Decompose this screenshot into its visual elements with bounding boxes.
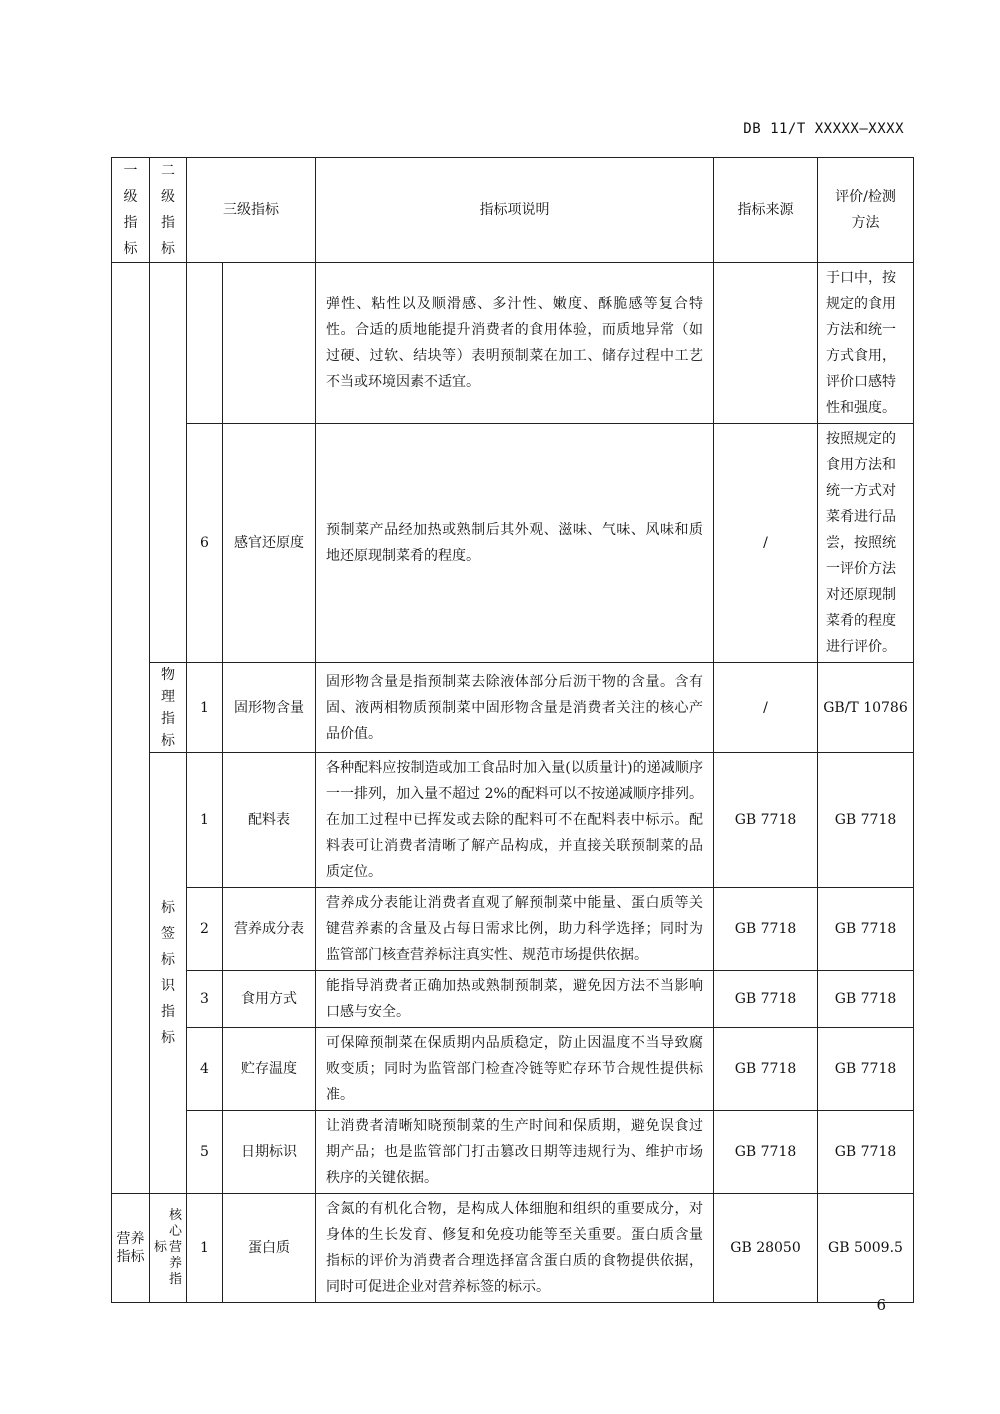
- row-method: 按照规定的食用方法和统一方式对菜肴进行品尝，按照统一评价方法对还原现制菜肴的程度进行评价。: [818, 424, 914, 663]
- row-name: 日期标识: [223, 1111, 316, 1194]
- level1-cell-empty: [112, 263, 150, 1194]
- row-method: GB 5009.5: [818, 1194, 914, 1303]
- row-description: 各种配料应按制造或加工食品时加入量(以质量计)的递减顺序一一排列，加入量不超过 2%的配料可以不按递减顺序排列。在加工过程中已挥发或去除的配料可不在配料表中标示。配料表可让消费者清晰了解产品构成，并直接关联预制菜的品质定位。: [316, 753, 714, 888]
- row-source: [714, 263, 818, 424]
- row-source: GB 7718: [714, 1111, 818, 1194]
- row-description: 含氮的有机化合物，是构成人体细胞和组织的重要成分，对身体的生长发育、修复和免疫功能等至关重要。蛋白质含量指标的评价为消费者合理选择富含蛋白质的食物提供依据，同时可促进企业对营养标签的标示。: [316, 1194, 714, 1303]
- row-number: 5: [187, 1111, 223, 1194]
- row-name: 食用方式: [223, 971, 316, 1028]
- row-source: GB 7718: [714, 971, 818, 1028]
- table-row: [112, 888, 914, 971]
- row-name: 配料表: [223, 753, 316, 888]
- row-name: 营养成分表: [223, 888, 316, 971]
- table-row: [112, 753, 914, 888]
- row-number: 3: [187, 971, 223, 1028]
- row-number: 4: [187, 1028, 223, 1111]
- row-method: GB 7718: [818, 888, 914, 971]
- row-source: GB 28050: [714, 1194, 818, 1303]
- row-description: 能指导消费者正确加热或熟制预制菜，避免因方法不当影响口感与安全。: [316, 971, 714, 1028]
- row-name: [223, 263, 316, 424]
- row-method: 于口中，按规定的食用方法和统一方式食用，评价口感特性和强度。: [818, 263, 914, 424]
- level2-cell-empty: [150, 263, 187, 663]
- row-number: [187, 263, 223, 424]
- row-method: GB 7718: [818, 1028, 914, 1111]
- page-number: 6: [876, 1296, 886, 1314]
- header-level3: 三级指标: [187, 158, 316, 263]
- header-level1: 一级指标: [112, 158, 150, 263]
- row-name: 固形物含量: [223, 663, 316, 753]
- row-source: GB 7718: [714, 1028, 818, 1111]
- row-source: GB 7718: [714, 888, 818, 971]
- header-method: 评价/检测方法: [818, 158, 914, 263]
- row-number: 1: [187, 753, 223, 888]
- row-method: GB 7718: [818, 1111, 914, 1194]
- row-source: /: [714, 424, 818, 663]
- header-source: 指标来源: [714, 158, 818, 263]
- level2-core-nutrition-col2: 核心营养指: [169, 1208, 183, 1287]
- row-name: 贮存温度: [223, 1028, 316, 1111]
- row-source: GB 7718: [714, 753, 818, 888]
- header-level2: 二级指标: [150, 158, 187, 263]
- table-row: [112, 1111, 914, 1194]
- row-description: 营养成分表能让消费者直观了解预制菜中能量、蛋白质等关键营养素的含量及占每日需求比例，助力科学选择；同时为监管部门核查营养标注真实性、规范市场提供依据。: [316, 888, 714, 971]
- row-description: 固形物含量是指预制菜去除液体部分后沥干物的含量。含有固、液两相物质预制菜中固形物含量是消费者关注的核心产品价值。: [316, 663, 714, 753]
- row-description: 让消费者清晰知晓预制菜的生产时间和保质期，避免误食过期产品；也是监管部门打击篡改日期等违规行为、维护市场秩序的关键依据。: [316, 1111, 714, 1194]
- row-method: GB 7718: [818, 753, 914, 888]
- table-row: [112, 1028, 914, 1111]
- row-method: GB/T 10786: [818, 663, 914, 753]
- indicator-table: [111, 157, 914, 1303]
- row-number: 6: [187, 424, 223, 663]
- level2-core-nutrition: [150, 1194, 187, 1303]
- row-description: 弹性、粘性以及顺滑感、多汁性、嫩度、酥脆感等复合特性。合适的质地能提升消费者的食用体验，而质地异常（如过硬、过软、结块等）表明预制菜在加工、储存过程中工艺不当或环境因素不适宜。: [316, 263, 714, 424]
- table-row: [112, 663, 914, 753]
- row-description: 预制菜产品经加热或熟制后其外观、滋味、气味、风味和质地还原现制菜肴的程度。: [316, 424, 714, 663]
- row-name: 蛋白质: [223, 1194, 316, 1303]
- row-source: /: [714, 663, 818, 753]
- table-row: [112, 263, 914, 424]
- level2-label: 标签标识指标: [150, 753, 187, 1194]
- table-header-row: [112, 158, 914, 263]
- row-description: 可保障预制菜在保质期内品质稳定，防止因温度不当导致腐败变质；同时为监管部门检查冷链等贮存环节合规性提供标准。: [316, 1028, 714, 1111]
- level1-nutrition: 营养指标: [112, 1194, 150, 1303]
- header-description: 指标项说明: [316, 158, 714, 263]
- table-row: [112, 971, 914, 1028]
- table-row: [112, 424, 914, 663]
- table-row: [112, 1194, 914, 1303]
- level2-physical: 物理指标: [150, 663, 187, 753]
- row-number: 1: [187, 663, 223, 753]
- row-name: 感官还原度: [223, 424, 316, 663]
- level2-core-nutrition-col1: 标: [154, 1240, 168, 1255]
- row-number: 1: [187, 1194, 223, 1303]
- row-number: 2: [187, 888, 223, 971]
- document-code: DB 11/T XXXXX—XXXX: [743, 121, 904, 137]
- row-method: GB 7718: [818, 971, 914, 1028]
